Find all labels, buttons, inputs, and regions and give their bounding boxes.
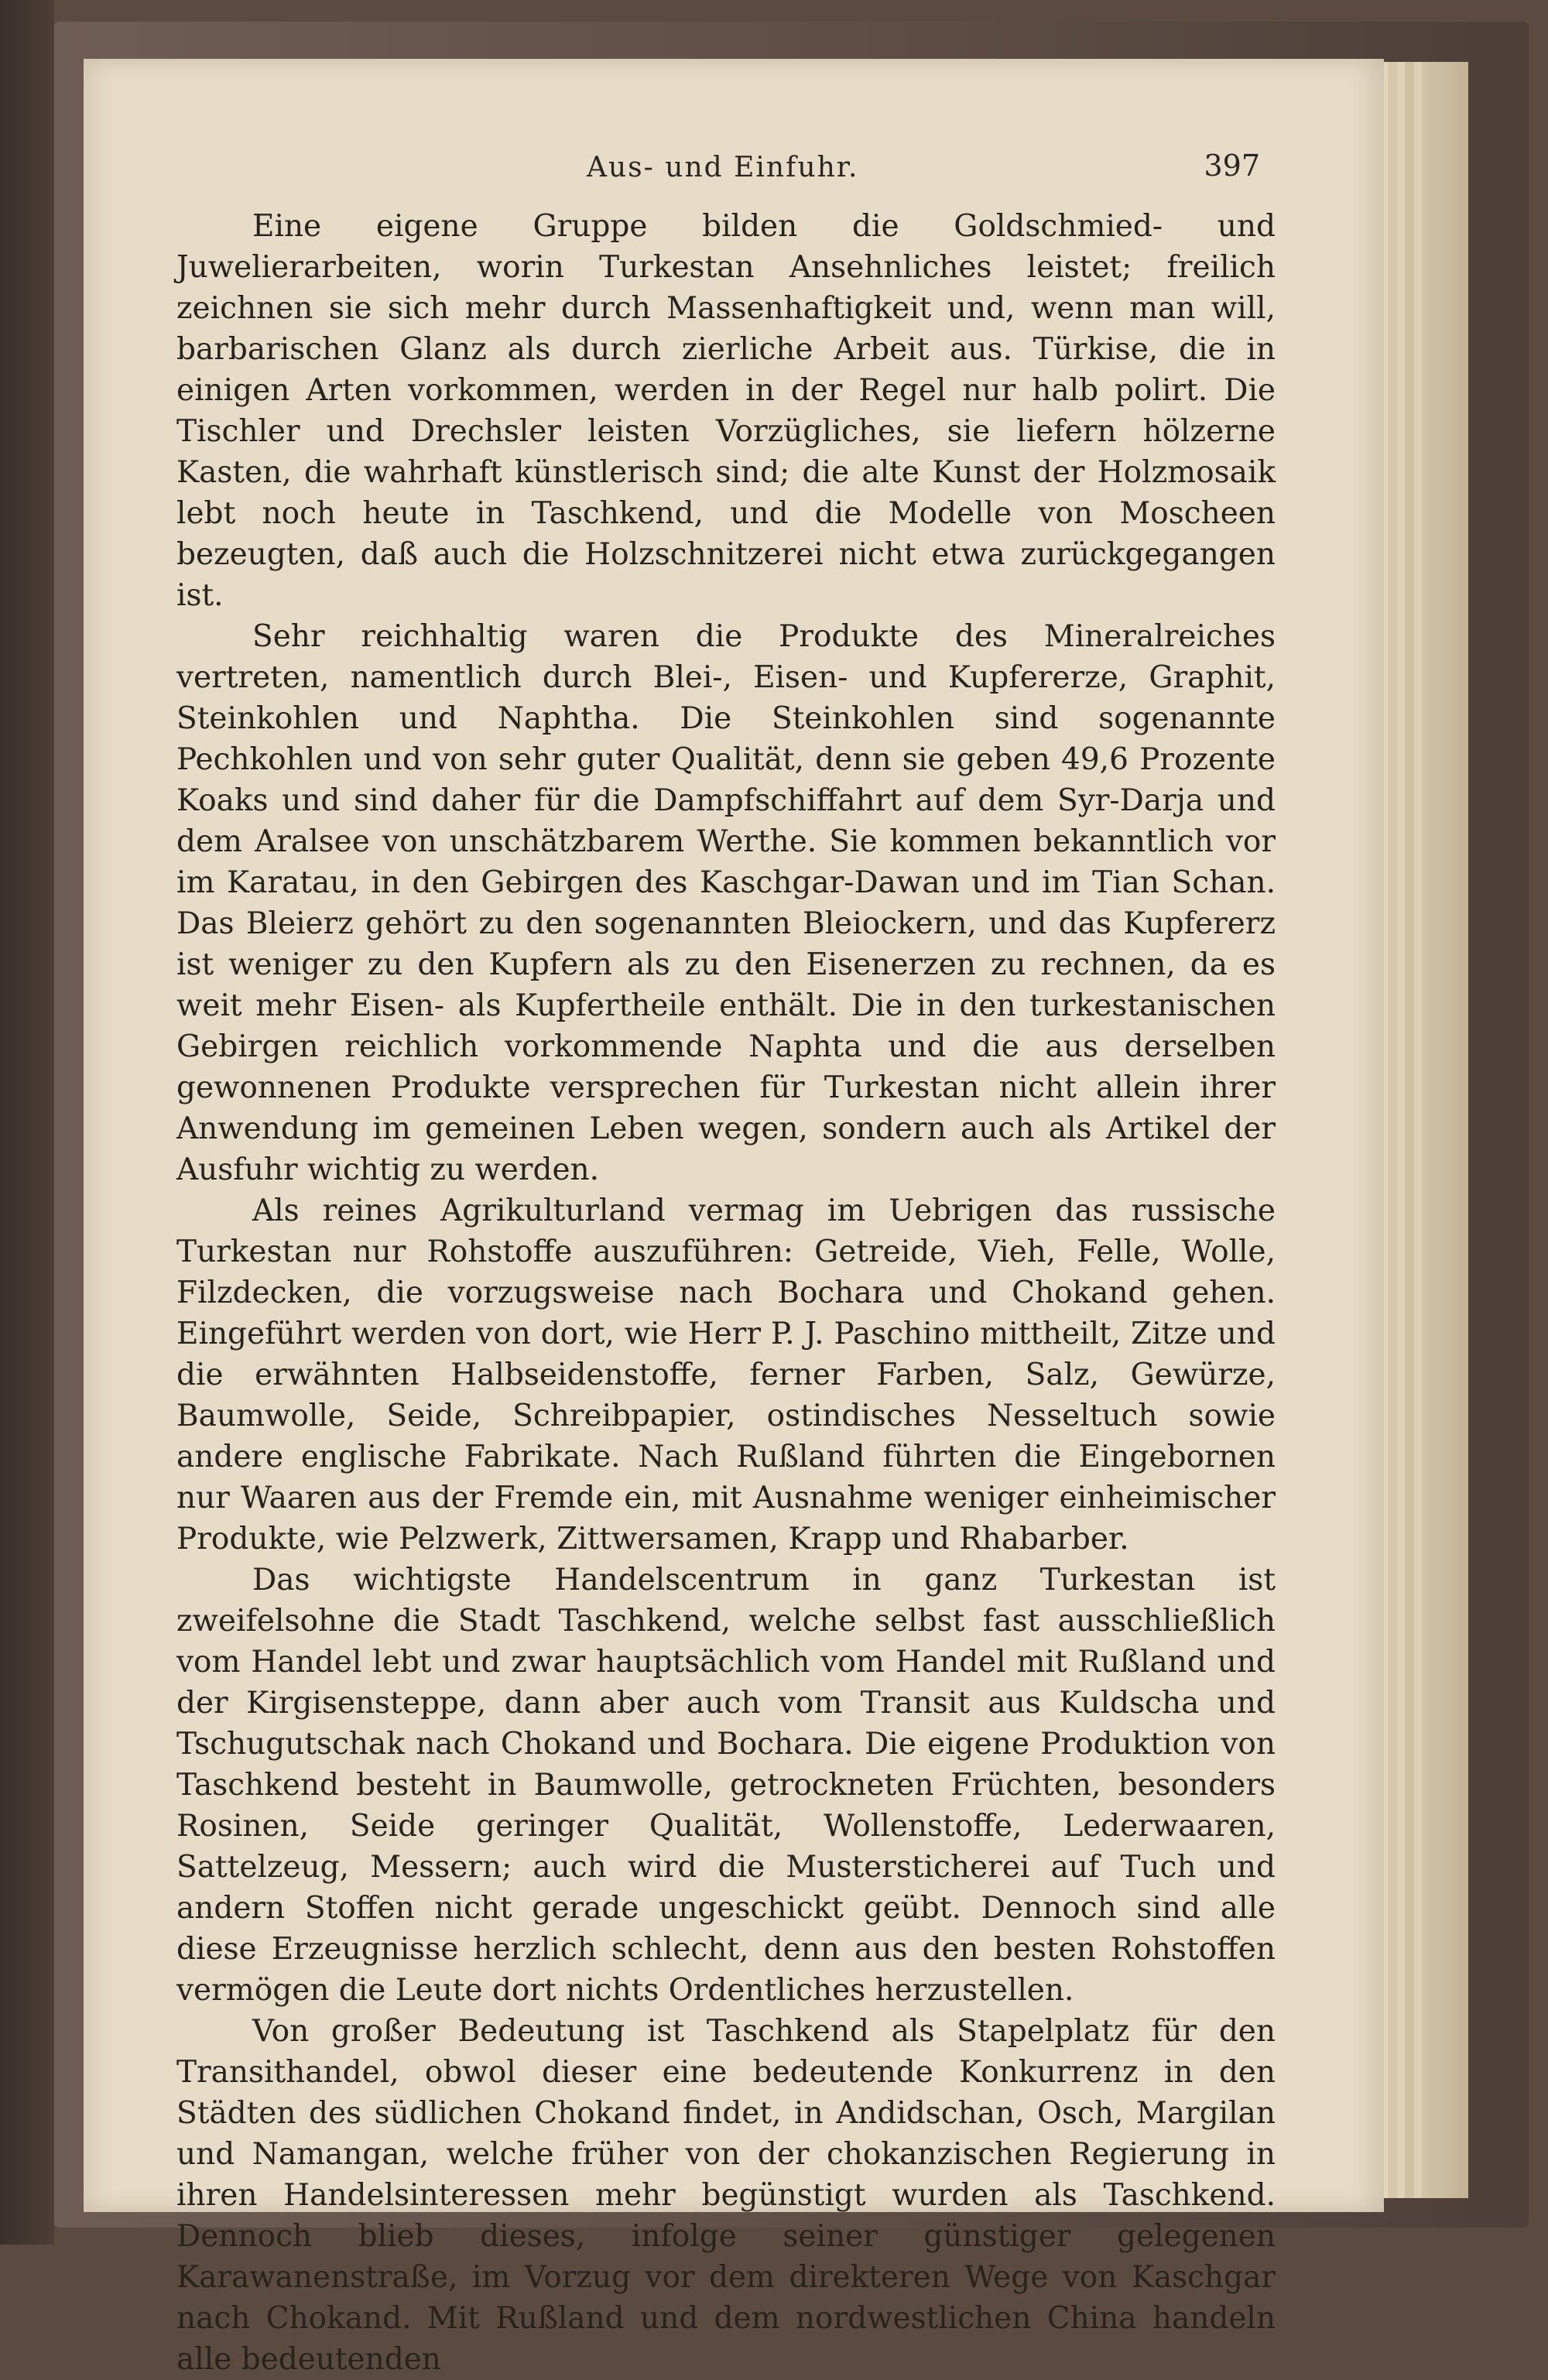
- paragraph: Als reines Agrikulturland vermag im Uebrigen das russische Turkestan nur Rohstoffe auszuführen: Getreide, Vieh, Felle, Wolle, Filzdecken, die vorzugsweise nach Bochara und Chokand gehen. Eingeführt werden von dort, wie Herr P. J. Paschino mittheilt, Zitze und die erwähnten Halbseidenstoffe, ferner Farben, Salz, Gewürze, Baumwolle, Seide, Schreibpapier, ostindisches Nesseltuch sowie andere englische Fabrikate. Nach Rußland führten die Eingebornen nur Waaren aus der Fremde ein, mit Ausnahme weniger einheimischer Produkte, wie Pelzwerk, Zittwersamen, Krapp und Rhabarber.: [176, 1193, 1276, 1556]
- running-title: Aus- und Einfuhr.: [587, 152, 859, 183]
- paragraph: Sehr reichhaltig waren die Produkte des Mineralreiches vertreten, namentlich durch Blei-, Eisen- und Kupfererze, Graphit, Steinkohlen und Naphtha. Die Steinkohlen sind sogenannte Pechkohlen und von sehr guter Qualität, denn sie geben 49,6 Prozente Koaks und sind daher für die Dampfschiffahrt auf dem Syr-Darja und dem Aralsee von unschätzbarem Werthe. Sie kommen bekanntlich vor im Karatau, in den Gebirgen des Kaschgar-Dawan und im Tian Schan. Das Bleierz gehört zu den sogenannten Bleiockern, und das Kupfererz ist weniger zu den Kupfern als zu den Eisenerzen zu rechnen, da es weit mehr Eisen- als Kupfertheile enthält. Die in den turkestanischen Gebirgen reichlich vorkommende Naphta und die aus derselben gewonnenen Produkte versprechen für Turkestan nicht allein ihrer Anwendung im gemeinen Leben wegen, sondern auch als Artikel der Ausfuhr wichtig zu werden.: [176, 619, 1276, 1187]
- page-stack-edge: [1404, 62, 1414, 2198]
- paragraph: Von großer Bedeutung ist Taschkend als Stapelplatz für den Transithandel, obwol dieser eine bedeutende Konkurrenz in den Städten des südlichen Chokand findet, in Andidschan, Osch, Margilan und Namangan, welche früher von der chokanzischen Regierung in ihren Handelsinteressen mehr begünstigt wurden als Taschkend. Dennoch blieb dieses, infolge seiner günstiger gelegenen Karawanenstraße, im Vorzug vor dem direkteren Wege von Kaschgar nach Chokand. Mit Rußland und dem nordwestlichen China handeln alle bedeutenden: [176, 2014, 1276, 2377]
- book-page: [84, 59, 1384, 2377]
- page-number: 397: [1204, 149, 1260, 183]
- paragraph: Eine eigene Gruppe bilden die Goldschmied- und Juwelierarbeiten, worin Turkestan Ansehnliches leistet; freilich zeichnen sie sich mehr durch Massenhaftigkeit und, wenn man will, barbarischen Glanz als durch zierliche Arbeit aus. Türkise, die in einigen Arten vorkommen, werden in der Regel nur halb polirt. Die Tischler und Drechsler leisten Vorzügliches, sie liefern hölzerne Kasten, die wahrhaft künstlerisch sind; die alte Kunst der Holzmosaik lebt noch heute in Taschkend, und die Modelle von Moscheen bezeugten, daß auch die Holzschnitzerei nicht etwa zurückgegangen ist.: [176, 209, 1276, 613]
- page-stack-edge: [1421, 62, 1468, 2198]
- book-binding-left: [0, 0, 54, 2245]
- page-header: [176, 149, 1260, 198]
- page-stack-edge: [1396, 62, 1405, 2198]
- body-text: [176, 206, 1276, 2380]
- paragraph: Das wichtigste Handelscentrum in ganz Turkestan ist zweifelsohne die Stadt Taschkend, welche selbst fast ausschließlich vom Handel lebt und zwar hauptsächlich vom Handel mit Rußland und der Kirgisensteppe, dann aber auch vom Transit aus Kuldscha und Tschugutschak nach Chokand und Bochara. Die eigene Produktion von Taschkend besteht in Baumwolle, getrockneten Früchten, besonders Rosinen, Seide geringer Qualität, Wollenstoffe, Lederwaaren, Sattelzeug, Messern; auch wird die Mustersticherei auf Tuch und andern Stoffen nicht gerade ungeschickt geübt. Dennoch sind alle diese Erzeugnisse herzlich schlecht, denn aus den besten Rohstoffen vermögen die Leute dort nichts Ordentliches herzustellen.: [176, 1563, 1276, 2008]
- page-stack-edge: [1413, 62, 1422, 2198]
- page-stack-edge: [1387, 62, 1397, 2198]
